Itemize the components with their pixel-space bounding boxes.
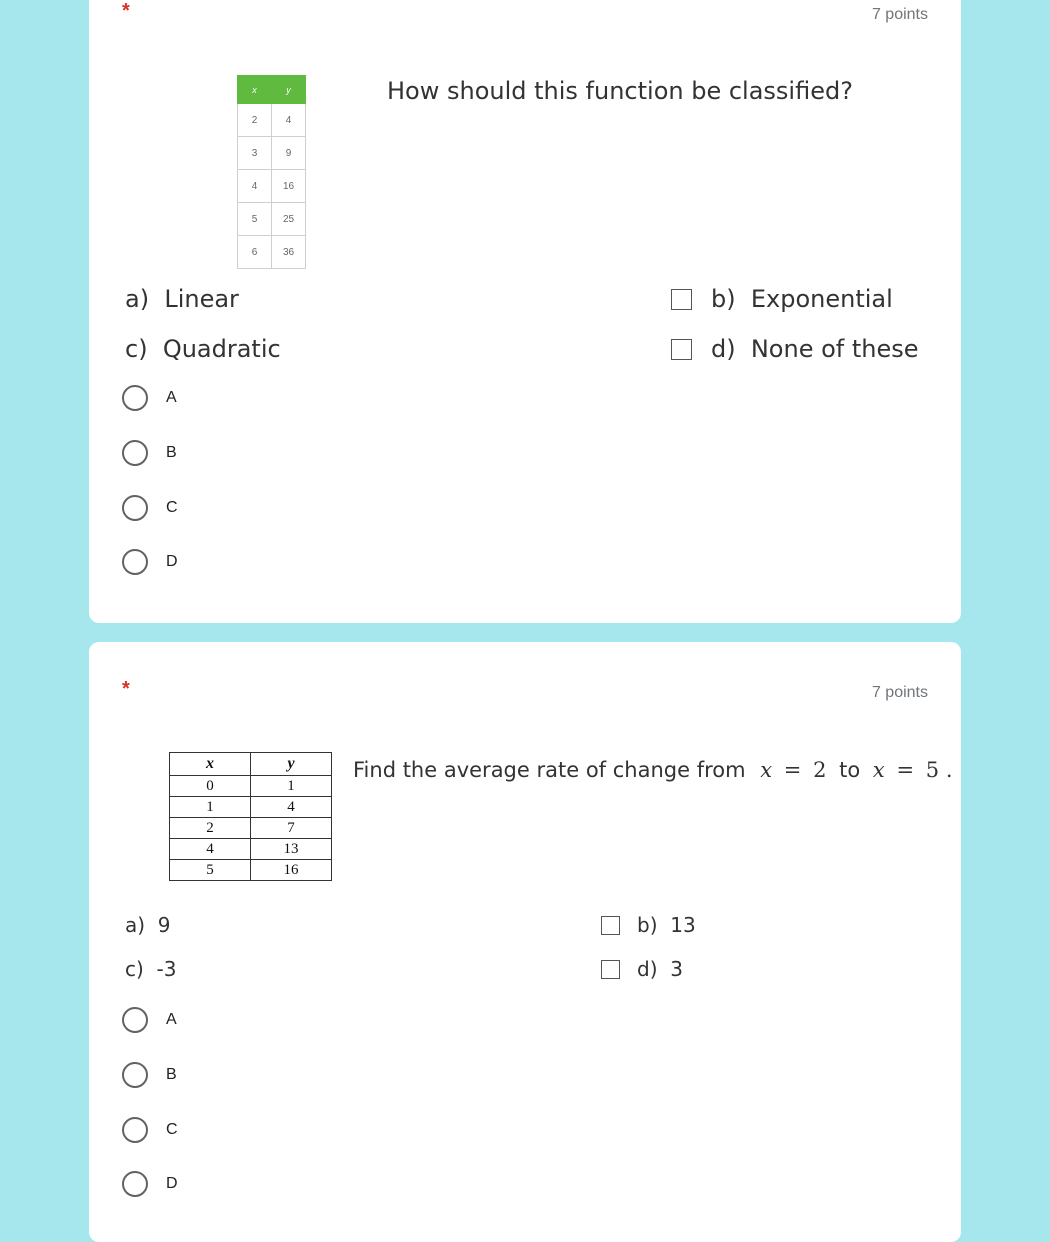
math-variable: x bbox=[872, 758, 885, 782]
table-cell: 4 bbox=[251, 797, 332, 818]
points-label: 7 points bbox=[871, 6, 928, 23]
table-row bbox=[238, 170, 306, 203]
function-table bbox=[237, 75, 306, 269]
question-text: How should this function be classified? bbox=[387, 77, 853, 105]
table-cell: 1 bbox=[251, 776, 332, 797]
radio-option-label: D bbox=[166, 1175, 178, 1192]
radio-option-label: D bbox=[166, 553, 178, 570]
math-equals: = bbox=[896, 758, 915, 782]
table-row bbox=[238, 203, 306, 236]
table-cell: 25 bbox=[272, 203, 306, 236]
radio-option-label: A bbox=[166, 389, 177, 406]
table-cell: 7 bbox=[251, 818, 332, 839]
table-row bbox=[170, 797, 332, 818]
question-card-2 bbox=[89, 642, 961, 1242]
table-cell: 13 bbox=[251, 839, 332, 860]
choice-d-label: d) None of these bbox=[711, 335, 919, 363]
checkbox-icon bbox=[671, 289, 692, 310]
table-cell: 5 bbox=[170, 860, 251, 881]
choice-a bbox=[125, 913, 171, 937]
math-value: 5 bbox=[925, 758, 940, 782]
radio-circle-icon[interactable] bbox=[122, 440, 148, 466]
radio-option-label: C bbox=[166, 1121, 178, 1138]
radio-option-b[interactable] bbox=[122, 435, 177, 471]
table-header-x: x bbox=[170, 753, 251, 776]
points-label: 7 points bbox=[871, 684, 928, 701]
table-header-y: y bbox=[272, 76, 306, 104]
radio-option-a[interactable] bbox=[122, 1002, 177, 1038]
checkbox-icon bbox=[601, 960, 620, 979]
table-row bbox=[170, 860, 332, 881]
table-row bbox=[238, 236, 306, 269]
radio-circle-icon[interactable] bbox=[122, 549, 148, 575]
choice-b bbox=[601, 913, 696, 937]
question-text-prefix: Find the average rate of change from bbox=[353, 758, 746, 782]
table-cell: 16 bbox=[272, 170, 306, 203]
radio-circle-icon[interactable] bbox=[122, 385, 148, 411]
table-cell: 0 bbox=[170, 776, 251, 797]
choice-b bbox=[671, 285, 893, 313]
table-cell: 1 bbox=[170, 797, 251, 818]
table-row bbox=[170, 839, 332, 860]
table-cell: 4 bbox=[170, 839, 251, 860]
radio-option-label: C bbox=[166, 499, 178, 516]
math-equals: = bbox=[783, 758, 802, 782]
radio-option-label: B bbox=[166, 1066, 177, 1083]
data-table bbox=[169, 752, 332, 881]
table-cell: 3 bbox=[238, 137, 272, 170]
required-asterisk: * bbox=[122, 0, 130, 22]
table-row bbox=[170, 818, 332, 839]
choice-b-label: b) Exponential bbox=[711, 285, 893, 313]
table-cell: 2 bbox=[170, 818, 251, 839]
table-cell: 4 bbox=[238, 170, 272, 203]
radio-option-c[interactable] bbox=[122, 1112, 178, 1148]
table-row bbox=[238, 137, 306, 170]
radio-circle-icon[interactable] bbox=[122, 495, 148, 521]
choice-d-label: d) 3 bbox=[637, 957, 683, 981]
choice-c bbox=[125, 335, 281, 363]
radio-circle-icon[interactable] bbox=[122, 1171, 148, 1197]
checkbox-icon bbox=[671, 339, 692, 360]
table-header-y: y bbox=[251, 753, 332, 776]
choice-b-label: b) 13 bbox=[637, 913, 696, 937]
radio-circle-icon[interactable] bbox=[122, 1117, 148, 1143]
radio-option-label: A bbox=[166, 1011, 177, 1028]
radio-option-label: B bbox=[166, 444, 177, 461]
table-cell: 9 bbox=[272, 137, 306, 170]
table-cell: 16 bbox=[251, 860, 332, 881]
table-cell: 4 bbox=[272, 104, 306, 137]
math-value: 2 bbox=[813, 758, 827, 782]
table-cell: 2 bbox=[238, 104, 272, 137]
radio-option-a[interactable] bbox=[122, 380, 177, 416]
radio-circle-icon[interactable] bbox=[122, 1062, 148, 1088]
checkbox-icon bbox=[601, 916, 620, 935]
choice-a bbox=[125, 285, 239, 313]
math-variable: x bbox=[760, 758, 773, 782]
table-header-x: x bbox=[238, 76, 272, 104]
choice-c bbox=[125, 957, 176, 981]
radio-option-b[interactable] bbox=[122, 1057, 177, 1093]
required-asterisk: * bbox=[122, 678, 130, 700]
table-cell: 5 bbox=[238, 203, 272, 236]
radio-option-c[interactable] bbox=[122, 490, 178, 526]
choice-a-label: a) 9 bbox=[125, 913, 171, 937]
table-cell: 36 bbox=[272, 236, 306, 269]
math-period: . bbox=[945, 758, 953, 782]
table-row bbox=[170, 776, 332, 797]
radio-circle-icon[interactable] bbox=[122, 1007, 148, 1033]
radio-option-d[interactable] bbox=[122, 544, 178, 580]
choice-a-label: a) Linear bbox=[125, 285, 239, 313]
choice-d bbox=[671, 335, 919, 363]
question-card-1 bbox=[89, 0, 961, 623]
choice-d bbox=[601, 957, 683, 981]
table-cell: 6 bbox=[238, 236, 272, 269]
radio-option-d[interactable] bbox=[122, 1166, 178, 1202]
table-row bbox=[238, 104, 306, 137]
question-text bbox=[353, 758, 953, 782]
choice-c-label: c) Quadratic bbox=[125, 335, 281, 363]
choice-c-label: c) -3 bbox=[125, 957, 177, 981]
math-to: to bbox=[839, 758, 861, 782]
